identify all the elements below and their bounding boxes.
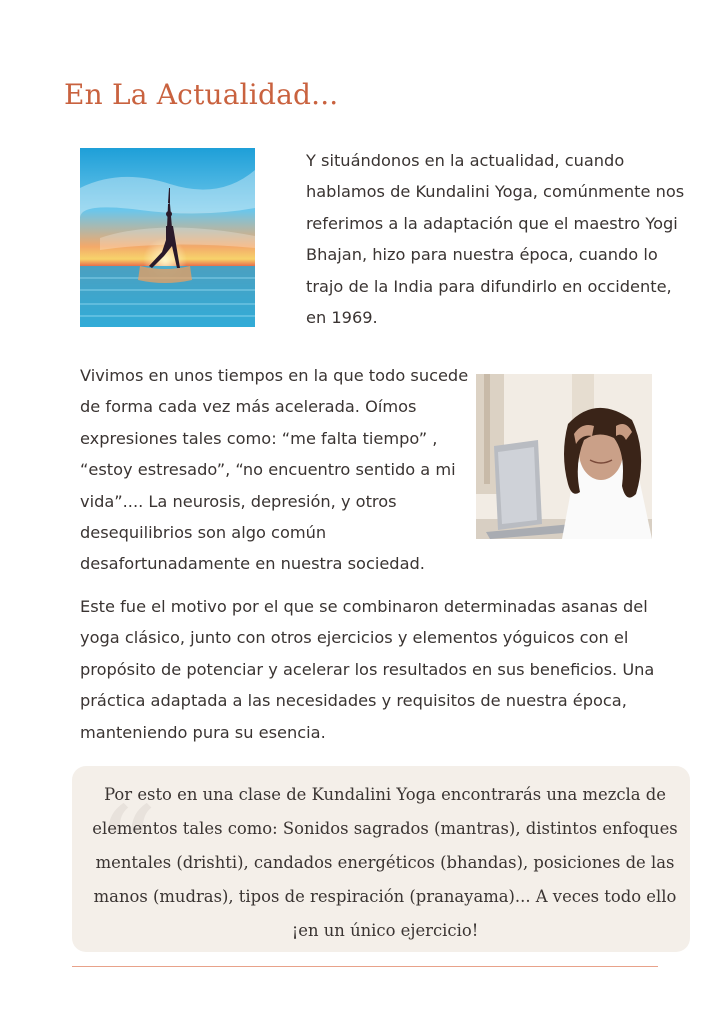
stress-paragraph: Vivimos en unos tiempos en la que todo sucede de forma cada vez más acelerada. Oímos expresiones tales como: “me falta tiempo” , “estoy estresado”, “no encuentro sentido a mi vida”.... La neurosis, depresión, y otros desequilibrios son algo común desafortunadamente en nuestra sociedad. bbox=[80, 366, 469, 574]
purpose-paragraph: Este fue el motivo por el que se combinaron determinadas asanas del yoga clásico, junto con otros ejercicios y elementos yóguicos con el propósito de potenciar y acelerar los resultados en sus beneficios. Una práctica adaptada a las necesidades y requisitos de nuestra época, manteniendo pura su esencia. bbox=[80, 597, 655, 742]
intro-paragraph: Y situándonos en la actualidad, cuando hablamos de Kundalini Yoga, comúnmente nos referimos a la adaptación que el maestro Yogi Bhajan, hizo para nuestra época, cuando lo trajo de la India para difundirlo en occidente, en 1969. bbox=[306, 151, 685, 328]
quote-text: Por esto en una clase de Kundalini Yoga encontrarás una mezcla de elementos tales como: Sonidos sagrados (mantras), distintos enfoques mentales (drishti), candados energéticos (bhandas), posiciones de las manos (mudras), tipos de respiración (pranayama)... A veces todo ello ¡en un único ejercicio! bbox=[92, 785, 678, 940]
stressed-woman-laptop-photo bbox=[476, 374, 652, 539]
bottom-divider bbox=[72, 966, 658, 967]
page-title: En La Actualidad... bbox=[64, 78, 339, 111]
quote-mark-icon: “ bbox=[96, 782, 158, 921]
yoga-sunset-photo bbox=[80, 148, 255, 327]
